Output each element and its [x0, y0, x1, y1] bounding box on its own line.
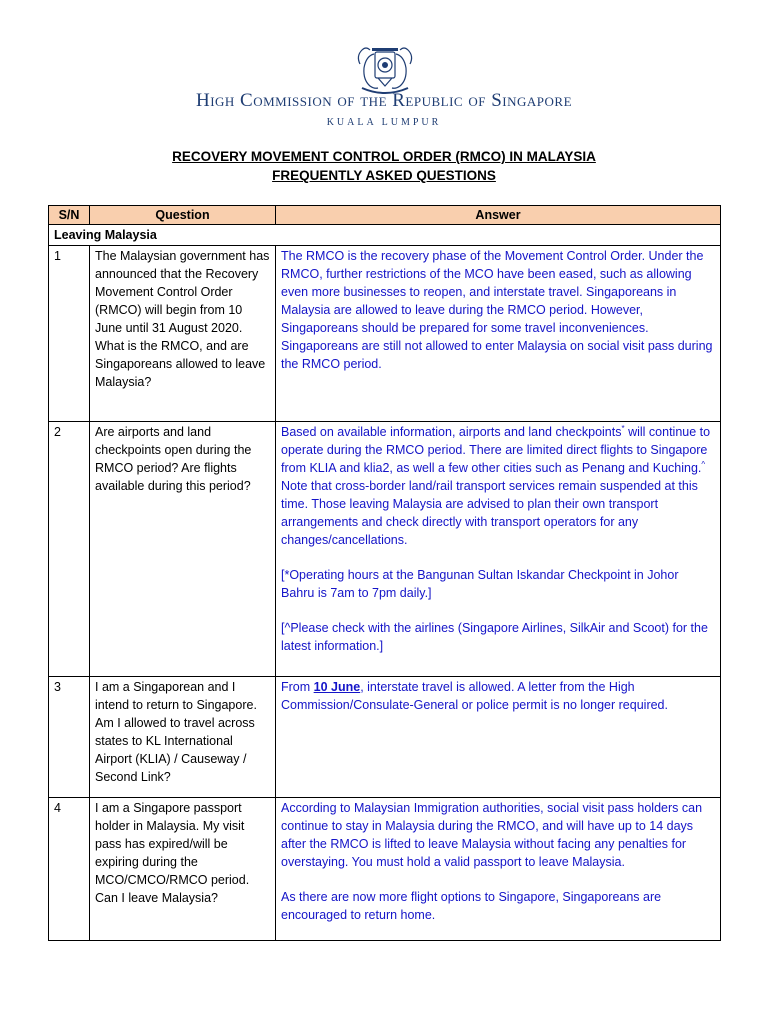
row-answer: [276, 422, 721, 677]
answer-paragraph: Based on available information, airports and land checkpoints* will continue to operate during the RMCO period. There are limited direct flights to Singapore from KLIA and klia2, as well a few other cities such as Penang and Kuching.^ Note that cross-border land/rail transport services remain suspended at this time. Those leaving Malaysia are advised to plan their own transport arrangements and check directly with transport operators for any changes/cancellations.: [281, 423, 711, 547]
row-answer: The RMCO is the recovery phase of the Movement Control Order. Under the RMCO, further restrictions of the MCO have been eased, such as allowing even more businesses to reopen, and interstate travel. Singaporeans in Malaysia are allowed to leave during the RMCO period. However, Singaporeans should be prepared for some travel inconveniences. Singaporeans are still not allowed to enter Malaysia on social visit pass during the RMCO period.: [276, 246, 721, 422]
footnote-mark: ^: [701, 459, 706, 469]
row-answer: From 10 June, interstate travel is allowed. A letter from the High Commission/Consulate-General or police permit is no longer required.: [276, 677, 721, 798]
section-row: [49, 225, 721, 246]
date-link[interactable]: 10 June: [313, 680, 361, 694]
table-row: [49, 422, 721, 677]
table-header-row: [49, 206, 721, 225]
organization-location: KUALA LUMPUR: [326, 117, 442, 128]
answer-paragraph: According to Malaysian Immigration authorities, social visit pass holders can continue to stay in Malaysia during the RMCO, and will have up to 14 days after the RMCO is lifted to leave Malaysia without facing any penalties for overstaying. You must hold a valid passport to leave Malaysia.: [281, 801, 703, 869]
document-subtitle: FREQUENTLY ASKED QUESTIONS: [272, 168, 496, 183]
column-header-sn: S/N: [49, 206, 90, 225]
row-sn: 4: [49, 798, 90, 941]
column-header-answer: Answer: [276, 206, 721, 225]
footnote-mark: *: [621, 423, 625, 433]
row-question: The Malaysian government has announced that the Recovery Movement Control Order (RMCO) will begin from 10 June until 31 August 2020. What is the RMCO, and are Singaporeans allowed to leave Malaysia?: [90, 246, 276, 422]
row-question: Are airports and land checkpoints open during the RMCO period? Are flights available during this period?: [90, 422, 276, 677]
answer-note: [^Please check with the airlines (Singapore Airlines, SilkAir and Scoot) for the latest information.]: [281, 621, 708, 653]
row-answer: [276, 798, 721, 941]
document-title: RECOVERY MOVEMENT CONTROL ORDER (RMCO) IN MALAYSIA: [172, 149, 596, 164]
row-sn: 1: [49, 246, 90, 422]
row-question: I am a Singaporean and I intend to return to Singapore. Am I allowed to travel across states to KL International Airport (KLIA) / Causeway / Second Link?: [90, 677, 276, 798]
faq-table: [48, 205, 721, 941]
table-row: [49, 246, 721, 422]
row-question: I am a Singapore passport holder in Malaysia. My visit pass has expired/will be expiring during the MCO/CMCO/RMCO period. Can I leave Malaysia?: [90, 798, 276, 941]
table-row: [49, 798, 721, 941]
row-sn: 3: [49, 677, 90, 798]
answer-paragraph: As there are now more flight options to Singapore, Singaporeans are encouraged to return home.: [281, 890, 662, 922]
row-sn: 2: [49, 422, 90, 677]
section-label: Leaving Malaysia: [49, 225, 721, 246]
answer-note: [*Operating hours at the Bangunan Sultan Iskandar Checkpoint in Johor Bahru is 7am to 7pm daily.]: [281, 568, 679, 600]
table-row: [49, 677, 721, 798]
organization-name: High Commission of the Republic of Singapore: [195, 90, 573, 111]
column-header-question: Question: [90, 206, 276, 225]
